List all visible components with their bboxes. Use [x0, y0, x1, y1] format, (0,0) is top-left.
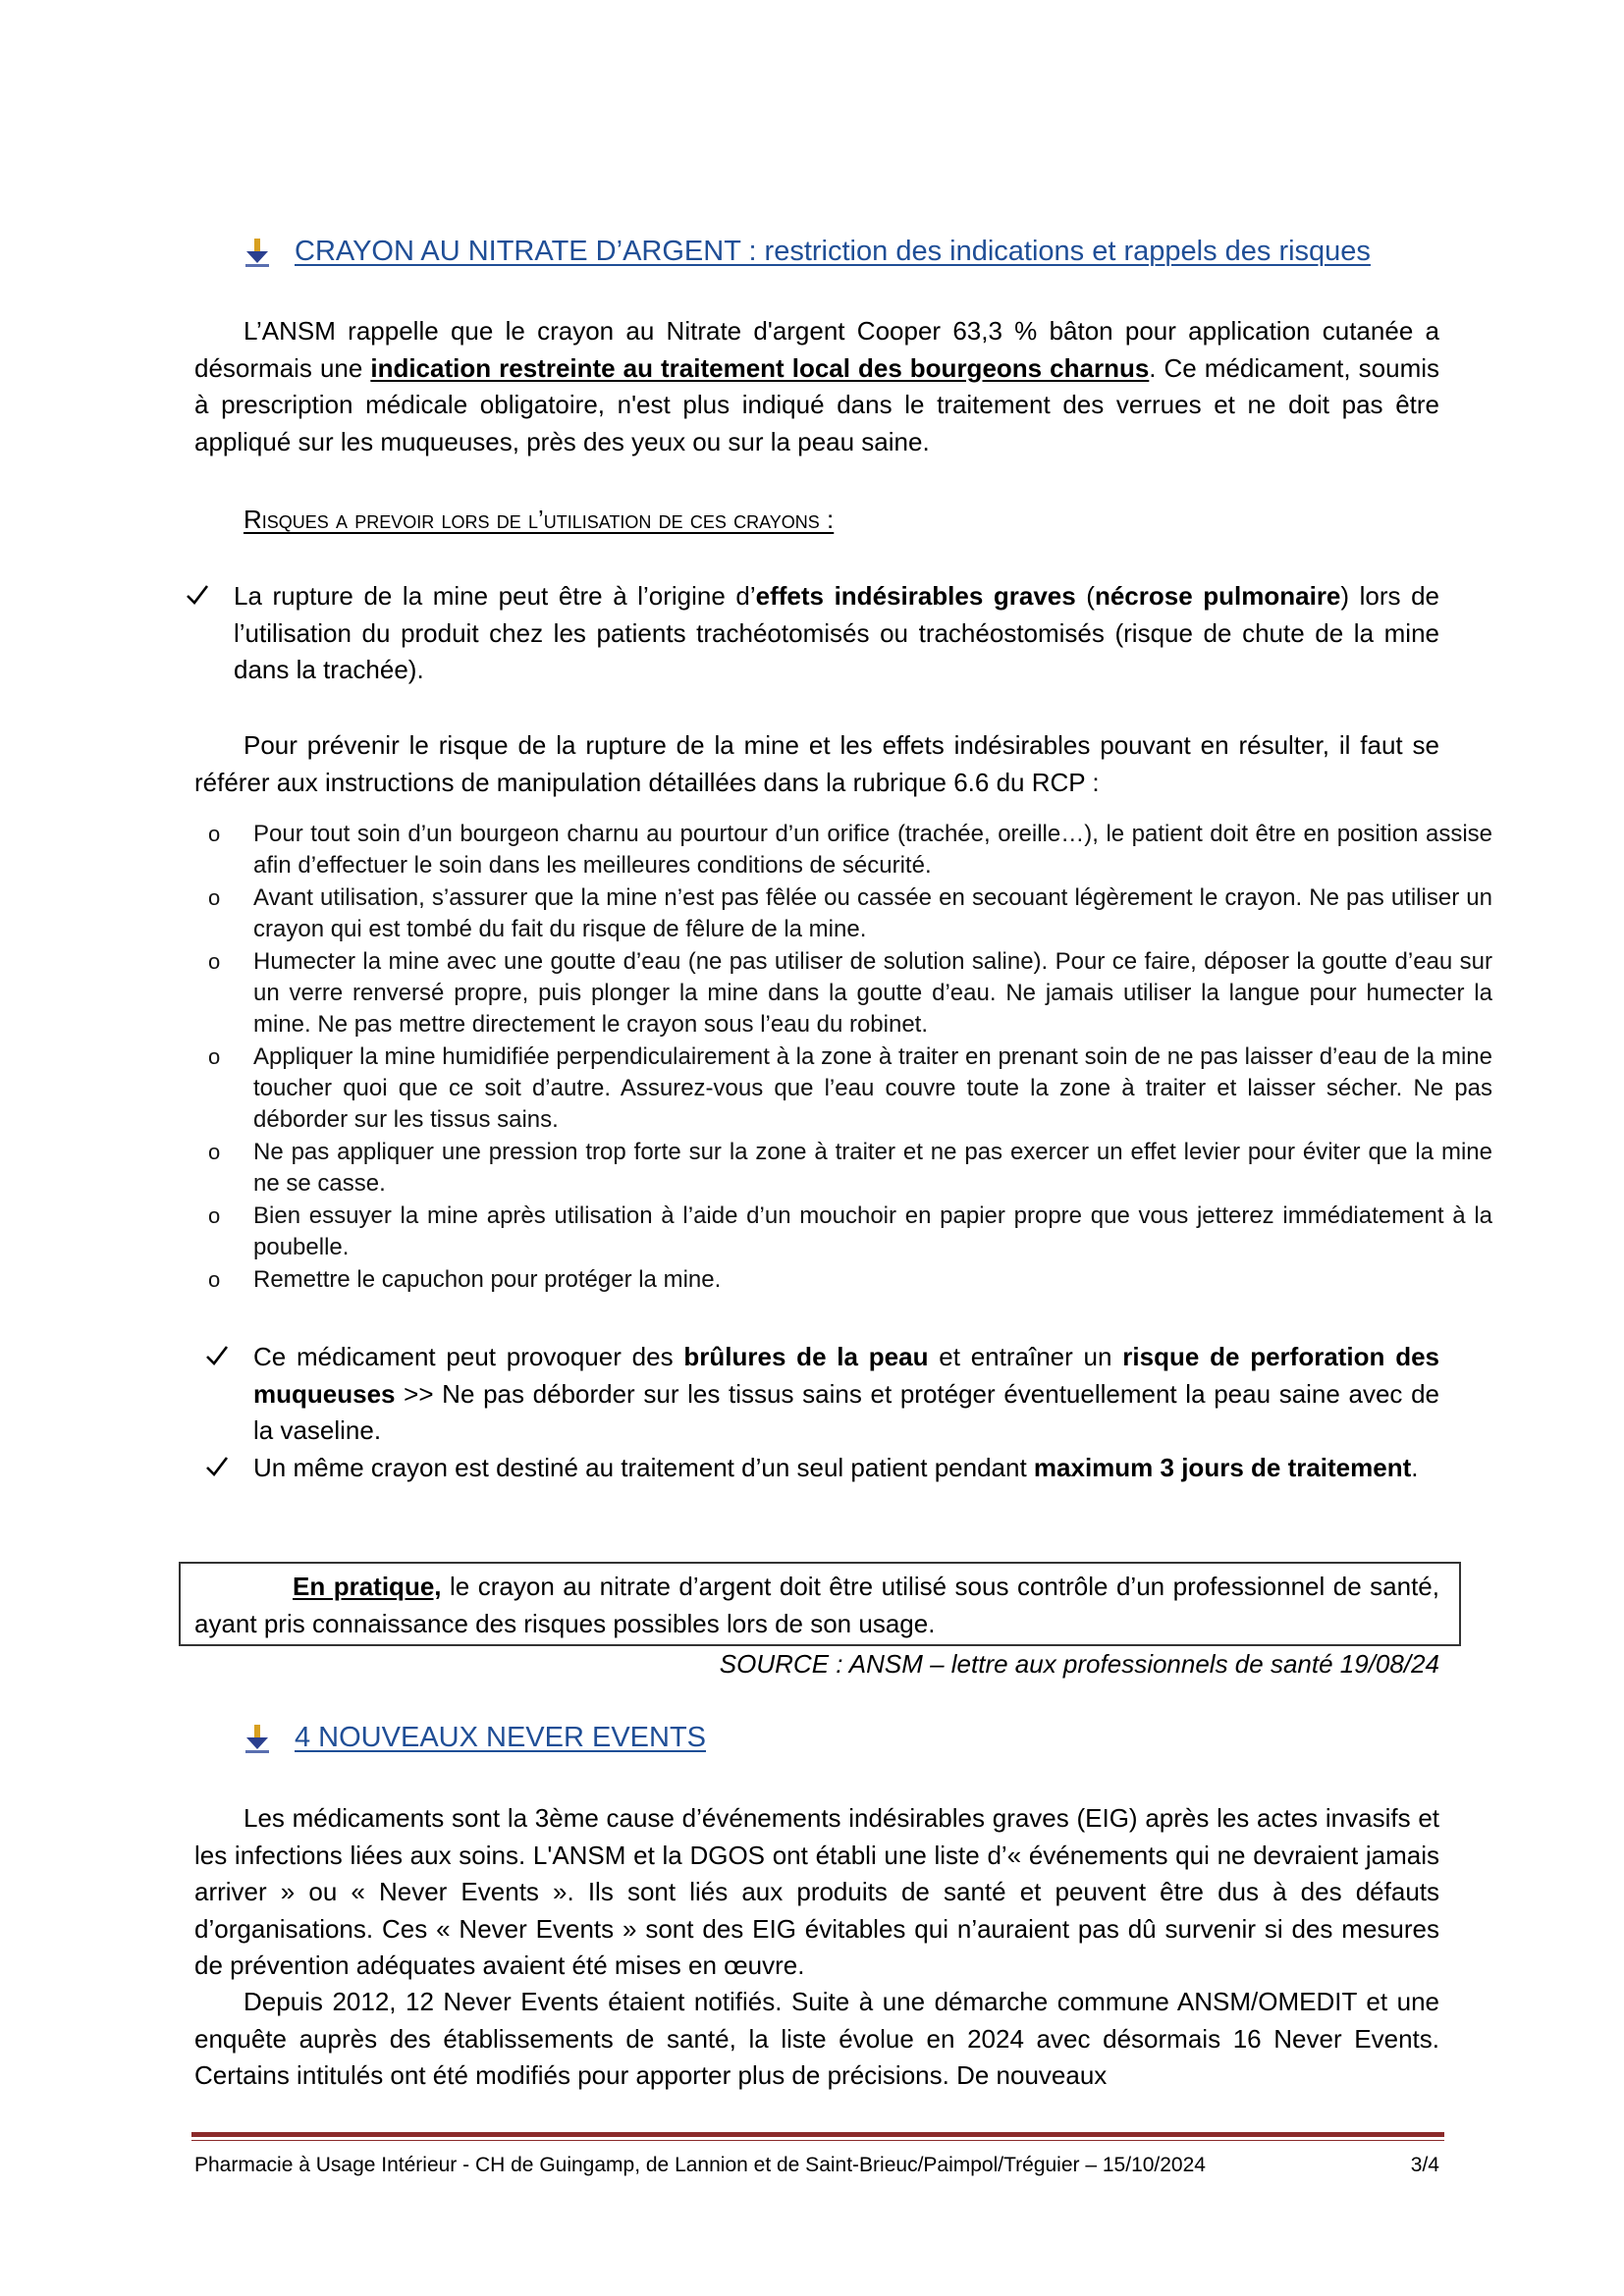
checkmark-icon	[204, 1454, 230, 1479]
practice-text: En pratique, le crayon au nitrate d’argent doit être utilisé sous contrôle d’un professionnel de santé, ayant pris connaissance des risques possibles lors de son usage.	[194, 1572, 1439, 1638]
circle-bullet-icon: o	[208, 949, 221, 974]
instructions-list	[208, 819, 1492, 1297]
check-item-brulures: Ce médicament peut provoquer des brûlures de la peau et entraîner un risque de perforation des muqueuses >> Ne pas déborder sur les tissus sains et protéger éventuellement la peau saine avec de la vaseline.	[253, 1342, 1440, 1445]
list-item: o Pour tout soin d’un bourgeon charnu au pourtour d’un orifice (trachée, oreille…), le patient doit être en position assise afin d’effectuer le soin dans les meilleures conditions de sécurité.	[208, 821, 1492, 879]
circle-bullet-icon: o	[208, 1140, 221, 1164]
section-title-crayon: CRAYON AU NITRATE D’ARGENT : restriction des indications et rappels des risques	[295, 236, 1371, 267]
check-item-duree: Un même crayon est destiné au traitement d’un seul patient pendant maximum 3 jours de traitement.	[253, 1453, 1419, 1482]
list-item: o Appliquer la mine humidifiée perpendiculairement à la zone à traiter en prenant soin de ne pas laisser d’eau de la mine toucher quoi que ce soit d’autre. Assurez-vous que l’eau couvre toute la zone à traiter et laisser sécher. Ne pas déborder sur les tissus sains.	[208, 1043, 1492, 1133]
page-number: 3/4	[1410, 2154, 1439, 2176]
intro-paragraph: L’ANSM rappelle que le crayon au Nitrate d'argent Cooper 63,3 % bâton pour application cutanée a désormais une indication restreinte au traitement local des bourgeons charnus. Ce médicament, soumis à prescription médicale obligatoire, n'est plus indiqué dans le traitement des verrues et ne doit pas être appliqué sur les muqueuses, près des yeux ou sur la peau saine.	[194, 316, 1439, 456]
footer-rule	[191, 2132, 1444, 2137]
source-citation: SOURCE : ANSM – lettre aux professionnels de santé 19/08/24	[719, 1649, 1439, 1679]
list-item: o Ne pas appliquer une pression trop forte sur la zone à traiter et ne pas exercer un effet levier pour éviter que la mine ne se casse.	[208, 1139, 1492, 1197]
arrow-down-icon	[244, 1725, 271, 1754]
circle-bullet-icon: o	[208, 1203, 221, 1228]
risks-heading: Risques a prevoir lors de l’utilisation de ces crayons :	[244, 505, 835, 534]
prevent-paragraph: Pour prévenir le risque de la rupture de la mine et les effets indésirables pouvant en résulter, il faut se référer aux instructions de manipulation détaillées dans la rubrique 6.6 du RCP :	[194, 730, 1439, 797]
circle-bullet-icon: o	[208, 1044, 221, 1069]
checkmark-icon	[204, 1343, 230, 1368]
circle-bullet-icon: o	[208, 1267, 221, 1292]
list-item: o Humecter la mine avec une goutte d’eau (ne pas utiliser de solution saline). Pour ce faire, déposer la goutte d’eau sur un verre renversé propre, puis plonger la mine dans la goutte d’eau. Ne jamais utiliser la langue pour humecter la mine. Ne pas mettre directement le crayon sous l’eau du robinet.	[208, 948, 1492, 1038]
checkmark-icon	[185, 582, 210, 608]
arrow-down-icon	[244, 239, 271, 268]
section-title-never-events: 4 NOUVEAUX NEVER EVENTS	[295, 1722, 706, 1753]
never-events-paragraph-2: Depuis 2012, 12 Never Events étaient notifiés. Suite à une démarche commune ANSM/OMEDIT et une enquête auprès des établissements de santé, la liste évolue en 2024 avec désormais 16 Never Events. Certains intitulés ont été modifiés pour apporter plus de précisions. De nouveaux	[194, 1987, 1439, 2090]
list-item: o Bien essuyer la mine après utilisation à l’aide d’un mouchoir en papier propre que vous jetterez immédiatement à la poubelle.	[208, 1202, 1492, 1260]
list-item: o Avant utilisation, s’assurer que la mine n’est pas fêlée ou cassée en secouant légèrement le crayon. Ne pas utiliser un crayon qui est tombé du fait du risque de fêlure de la mine.	[208, 884, 1492, 942]
check-item-necrose: La rupture de la mine peut être à l’origine d’effets indésirables graves (nécrose pulmonaire) lors de l’utilisation du produit chez les patients trachéotomisés ou trachéostomisés (risque de chute de la mine dans la trachée).	[234, 581, 1440, 684]
footer-text: Pharmacie à Usage Intérieur - CH de Guingamp, de Lannion et de Saint-Brieuc/Paimpol/Tréguier – 15/10/2024	[194, 2154, 1206, 2176]
footer-rule-thin	[191, 2140, 1444, 2141]
list-item: o Remettre le capuchon pour protéger la mine.	[253, 1264, 1492, 1297]
never-events-paragraph-1: Les médicaments sont la 3ème cause d’événements indésirables graves (EIG) après les actes invasifs et les infections liées aux soins. L'ANSM et la DGOS ont établi une liste d’« événements qui ne devraient jamais arriver » ou « Never Events ». Ils sont liés aux produits de santé et peuvent être dus à des défauts d’organisations. Ces « Never Events » sont des EIG évitables qui n’auraient pas dû survenir si des mesures de prévention adéquates avaient été mises en œuvre.	[194, 1803, 1439, 1980]
circle-bullet-icon: o	[208, 885, 221, 910]
circle-bullet-icon: o	[208, 822, 221, 846]
